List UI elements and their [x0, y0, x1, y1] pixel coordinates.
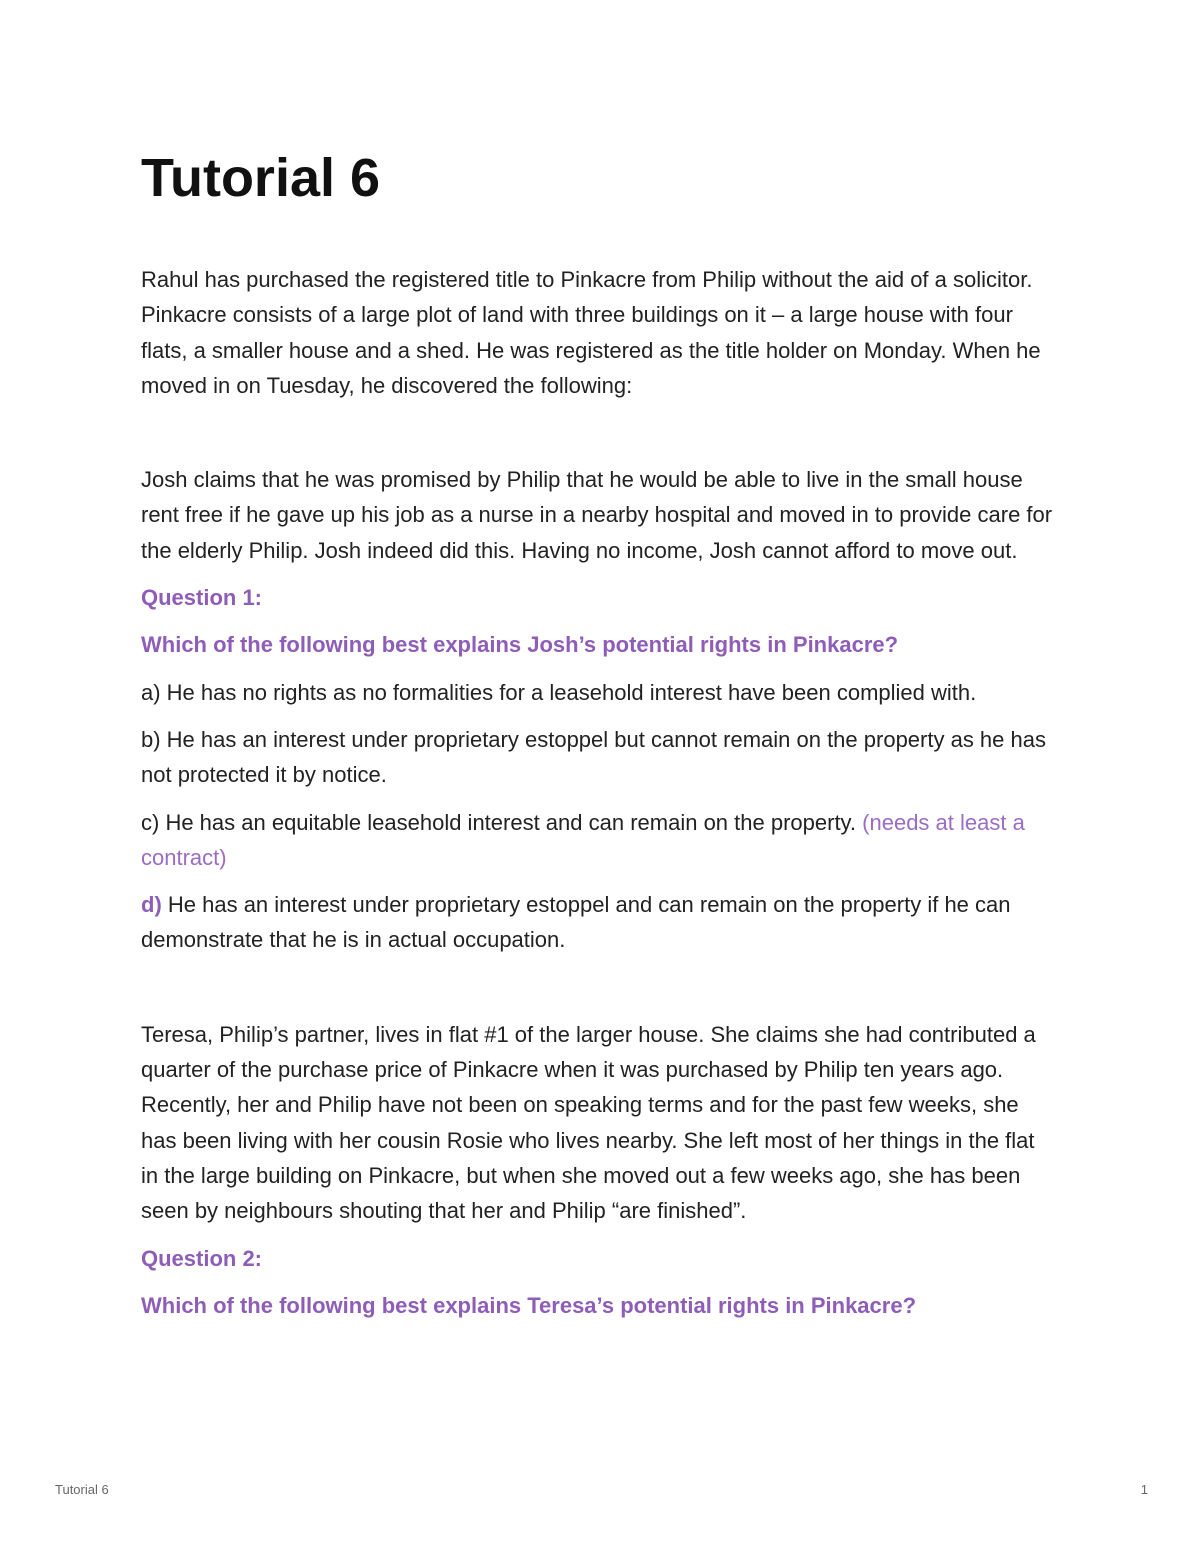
footer-page-number: 1 — [1140, 1482, 1148, 1497]
intro-paragraph: Rahul has purchased the registered title to Pinkacre from Philip without the aid of a solicitor. Pinkacre consists of a large plot of land with three buildings on it – a large house with four flats, a smaller house and a shed. He was registered as the title holder on Monday. When he moved in on Tuesday, he discovered the following: — [141, 267, 1041, 398]
question-1-option-b: b) He has an interest under proprietary estoppel but cannot remain on the property as he has not protected it by notice. — [141, 726, 1046, 788]
option-d-text: He has an interest under proprietary estoppel and can remain on the property if he can demonstrate that he is in actual occupation. — [141, 892, 1011, 953]
question-1-label: Question 1: — [141, 585, 263, 611]
option-c-text: c) He has an equitable leasehold interest and can remain on the property. — [141, 809, 863, 835]
question-1-text: Which of the following best explains Josh’s potential rights in Pinkacre? — [141, 632, 899, 658]
footer-document-title: Tutorial 6 — [55, 1482, 109, 1497]
scenario-josh-paragraph: Josh claims that he was promised by Philip that he would be able to live in the small house rent free if he gave up his job as a nurse in a nearby hospital and moved in to provide care for the elderly Philip. Josh indeed did this. Having no income, Josh cannot afford to move out. — [141, 467, 1053, 563]
option-d-letter: d) — [141, 892, 162, 918]
question-2-label: Question 2: — [141, 1245, 263, 1271]
page-title: Tutorial 6 — [141, 148, 381, 208]
question-1-option-c — [141, 805, 1053, 876]
question-1-option-d — [141, 887, 1053, 958]
document-body — [141, 140, 1053, 1323]
question-2-text: Which of the following best explains Teresa’s potential rights in Pinkacre? — [141, 1292, 917, 1318]
scenario-teresa-paragraph: Teresa, Philip’s partner, lives in flat #1 of the larger house. She claims she had contributed a quarter of the purchase price of Pinkacre when it was purchased by Philip ten years ago. Recently, her and Philip have not been on speaking terms and for the past few weeks, she has been living with her cousin Rosie who lives nearby. She left most of her things in the flat in the large building on Pinkacre, but when she moved out a few weeks ago, she has been seen by neighbours shouting that her and Philip “are finished”. — [141, 1021, 1036, 1224]
question-1-option-a: a) He has no rights as no formalities for a leasehold interest have been complied with. — [141, 679, 977, 705]
option-c-note: (needs at least a contract) — [141, 809, 1025, 870]
